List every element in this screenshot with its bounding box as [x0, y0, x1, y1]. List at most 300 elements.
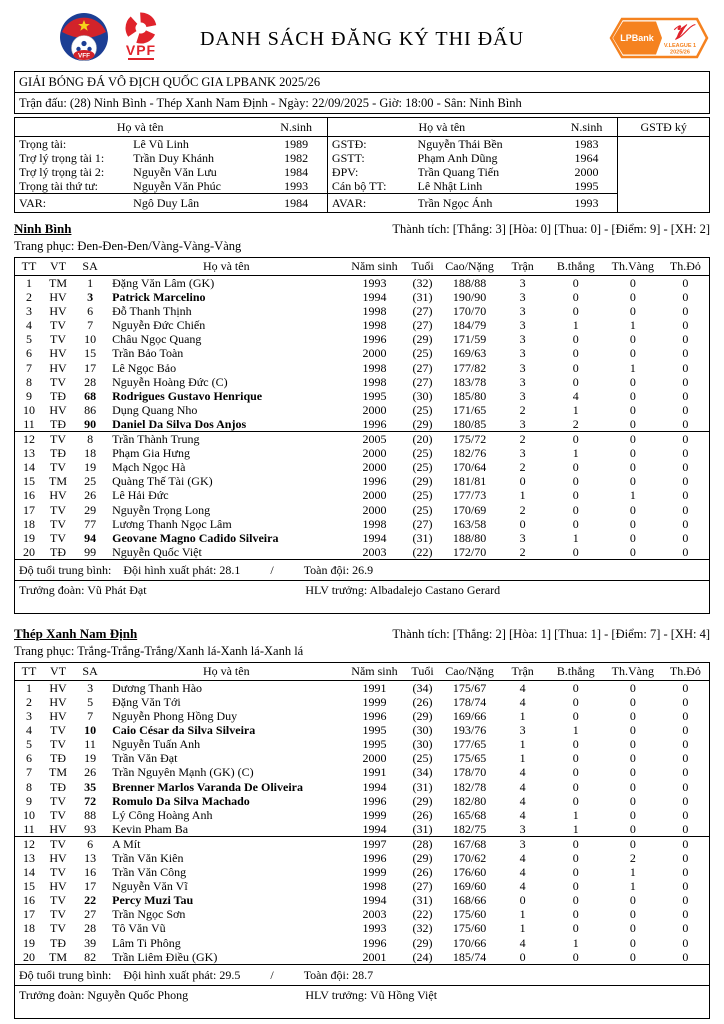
player-yellow-cards: 1 [629, 865, 636, 880]
player-height-weight: 175/72 [442, 432, 498, 447]
player-birth-year: 1993 [362, 276, 387, 290]
player-height-weight: 168/66 [452, 893, 487, 908]
official-name: Ngô Duy Lân [133, 194, 265, 213]
player-red-cards: 0 [682, 290, 689, 305]
player-age: (34) [412, 680, 433, 695]
player-goals: 0 [572, 709, 579, 724]
player-row [15, 893, 709, 907]
player-height-weight: 185/80 [452, 388, 487, 403]
player-red-cards: 0 [682, 935, 689, 950]
player-position: TV [50, 374, 67, 389]
player-matches: 4 [519, 865, 526, 880]
player-no: 6 [26, 751, 33, 766]
svg-text:LPBank: LPBank [620, 33, 654, 43]
player-birth-year: 1991 [362, 680, 387, 695]
player-position: HV [49, 821, 67, 836]
player-no: 2 [26, 694, 33, 709]
team-section-home [14, 220, 710, 614]
avg-age-separator: / [270, 967, 274, 982]
player-matches: 0 [519, 893, 526, 908]
player-yellow-cards: 0 [629, 460, 636, 475]
player-matches: 4 [519, 935, 526, 950]
player-goals: 0 [572, 544, 579, 559]
player-height-weight: 178/74 [452, 694, 487, 709]
player-goals: 0 [572, 374, 579, 389]
player-position: TĐ [50, 935, 67, 950]
player-red-cards: 0 [682, 346, 689, 361]
player-position: TĐ [50, 388, 67, 403]
player-height-weight: 190/90 [452, 290, 487, 305]
player-birth-year: 1996 [362, 332, 387, 347]
player-goals: 2 [572, 416, 579, 431]
player-name: Trần Thành Trung [107, 432, 345, 447]
player-birth-year: 1996 [362, 474, 387, 489]
player-yellow-cards: 0 [629, 680, 636, 695]
official-name: Nguyễn Văn Phúc [133, 179, 221, 193]
player-birth-year: 1993 [362, 921, 387, 936]
player-age: (31) [412, 530, 433, 545]
player-yellow-cards: 0 [629, 290, 636, 305]
player-yellow-cards: 1 [629, 488, 636, 503]
player-red-cards: 0 [682, 332, 689, 347]
avg-age-total: Toàn đội: 28.7 [303, 967, 374, 982]
player-yellow-cards: 0 [629, 949, 636, 964]
official-birth: 1995 [574, 179, 599, 193]
player-matches: 3 [519, 276, 526, 290]
player-row [15, 737, 709, 751]
player-goals: 0 [572, 680, 579, 695]
player-shirt-number: 3 [87, 290, 94, 305]
player-age: (27) [412, 318, 433, 333]
player-red-cards: 0 [682, 276, 689, 290]
player-shirt-number: 27 [84, 907, 97, 922]
player-red-cards: 0 [682, 694, 689, 709]
col-header-tt: TT [15, 663, 43, 681]
player-name: Lê Hải Đức [112, 488, 169, 503]
player-position: TV [50, 332, 67, 347]
player-position: HV [49, 346, 67, 361]
player-row [15, 460, 709, 474]
player-matches: 4 [519, 851, 526, 865]
col-header-red: Th.Đỏ [662, 258, 709, 276]
player-position: HV [49, 402, 67, 417]
player-age: (25) [412, 502, 433, 517]
player-shirt-number: 72 [84, 793, 97, 808]
player-height-weight: 188/88 [452, 276, 487, 290]
player-name: Nguyễn Hoàng Đức (C) [112, 374, 228, 389]
player-no: 4 [26, 723, 33, 738]
avg-age-total: Toàn đội: 26.9 [303, 562, 374, 577]
col-header-age: Tuổi [404, 258, 442, 276]
player-position: HV [49, 694, 67, 709]
player-height-weight: 177/82 [452, 360, 487, 375]
col-header-vt: VT [43, 258, 73, 276]
player-red-cards: 0 [682, 488, 689, 503]
player-red-cards: 0 [682, 416, 689, 431]
player-age: (30) [412, 723, 433, 738]
player-age: (25) [412, 488, 433, 503]
officials-header-name-left: Họ và tên [15, 118, 265, 137]
player-goals: 0 [572, 516, 579, 531]
player-yellow-cards: 0 [629, 474, 636, 489]
player-position: TV [50, 793, 67, 808]
player-row [15, 680, 709, 695]
player-age: (31) [412, 290, 433, 305]
player-age: (29) [412, 709, 433, 724]
player-position: TM [49, 949, 68, 964]
player-no: 4 [26, 318, 33, 333]
player-age: (31) [412, 779, 433, 794]
player-height-weight: 163/58 [452, 516, 487, 531]
player-name: Dụng Quang Nho [112, 402, 198, 417]
player-position: TĐ [50, 446, 67, 461]
player-shirt-number: 25 [84, 474, 97, 489]
player-row [15, 332, 709, 346]
player-matches: 3 [519, 723, 526, 738]
player-matches: 3 [519, 388, 526, 403]
player-matches: 3 [519, 332, 526, 347]
player-name: Trần Văn Kiên [112, 851, 184, 865]
col-header-sa: SA [73, 663, 107, 681]
player-row [15, 921, 709, 935]
player-height-weight: 181/81 [452, 474, 487, 489]
player-age: (29) [412, 935, 433, 950]
player-name: Lương Thanh Ngọc Lâm [112, 516, 232, 531]
player-name: A Mít [107, 836, 345, 851]
avg-age-starting: Đội hình xuất phát: 28.1 [123, 562, 241, 577]
player-matches: 3 [519, 446, 526, 461]
player-age: (29) [412, 332, 433, 347]
player-matches: 1 [519, 709, 526, 724]
player-no: 8 [26, 779, 33, 794]
player-shirt-number: 35 [84, 779, 97, 794]
player-age: (25) [412, 402, 433, 417]
player-yellow-cards: 0 [629, 276, 636, 290]
player-row [15, 531, 709, 545]
player-no: 17 [23, 907, 36, 922]
avg-age-label: Độ tuổi trung bình: [19, 562, 112, 577]
player-position: TM [49, 276, 68, 290]
player-shirt-number: 93 [84, 821, 97, 836]
player-goals: 0 [548, 836, 604, 851]
player-red-cards: 0 [682, 737, 689, 752]
player-age: (25) [412, 446, 433, 461]
player-age: (31) [412, 821, 433, 836]
player-shirt-number: 6 [87, 304, 94, 319]
player-age: (34) [412, 765, 433, 780]
player-position: HV [49, 709, 67, 724]
player-matches: 4 [519, 807, 526, 822]
player-matches: 4 [519, 793, 526, 808]
player-row [15, 474, 709, 488]
player-shirt-number: 13 [84, 851, 97, 865]
player-position: TV [50, 907, 67, 922]
player-yellow-cards: 0 [629, 709, 636, 724]
player-position: TV [50, 530, 67, 545]
team-name: Ninh Bình [14, 221, 72, 236]
official-role: Trợ lý trọng tài 2: [19, 165, 105, 179]
player-matches: 3 [519, 290, 526, 305]
team-name: Thép Xanh Nam Định [14, 625, 138, 641]
player-matches: 3 [519, 346, 526, 361]
match-details: Trận đấu: (28) Ninh Bình - Thép Xanh Nam Định - Ngày: 22/09/2025 - Giờ: 18:00 - Sân: Ninh Bình [19, 96, 522, 110]
player-name: Nguyễn Trọng Long [112, 502, 211, 517]
player-no: 14 [23, 460, 36, 475]
officials-header-birth-right: N.sinh [556, 118, 618, 137]
player-position: TV [50, 921, 67, 936]
player-height-weight: 165/68 [452, 807, 487, 822]
official-birth: 1984 [284, 165, 309, 179]
player-yellow-cards: 0 [629, 402, 636, 417]
player-age: (27) [412, 516, 433, 531]
player-name: Trần Ngọc Sơn [112, 907, 186, 922]
player-no: 7 [26, 765, 33, 780]
player-goals: 1 [572, 821, 579, 836]
player-age: (27) [412, 879, 433, 894]
official-row [15, 151, 709, 165]
team-manager: Trưởng đoàn: Nguyễn Quốc Phong [19, 987, 189, 1002]
player-goals: 0 [572, 949, 579, 964]
player-age: (32) [412, 276, 433, 290]
player-birth-year: 1991 [362, 765, 387, 780]
player-red-cards: 0 [662, 432, 709, 447]
player-name: Romulo Da Silva Machado [112, 793, 250, 808]
player-red-cards: 0 [682, 921, 689, 936]
player-goals: 0 [572, 893, 579, 908]
official-role: GSTT: [327, 151, 417, 165]
player-shirt-number: 6 [73, 836, 107, 851]
player-no: 5 [26, 737, 33, 752]
col-header-birth: Năm sinh [345, 663, 403, 681]
player-yellow-cards: 1 [629, 360, 636, 375]
player-red-cards: 0 [682, 865, 689, 880]
player-birth-year: 2000 [362, 446, 387, 461]
official-name: Trần Duy Khánh [133, 151, 215, 165]
officials-box [14, 117, 710, 213]
player-shirt-number: 28 [84, 374, 97, 389]
player-shirt-number: 7 [87, 318, 94, 333]
col-header-hw: Cao/Nặng [442, 258, 498, 276]
player-red-cards: 0 [682, 851, 689, 865]
player-height-weight: 183/78 [452, 374, 487, 389]
player-yellow-cards: 0 [629, 502, 636, 517]
player-row [15, 751, 709, 765]
player-goals: 0 [572, 779, 579, 794]
official-role: AVAR: [327, 194, 417, 213]
player-matches: 2 [519, 402, 526, 417]
player-no: 13 [23, 446, 36, 461]
player-birth-year: 2001 [362, 949, 387, 964]
player-goals: 0 [572, 865, 579, 880]
player-age: (29) [412, 474, 433, 489]
player-height-weight: 175/60 [452, 921, 487, 936]
team-kit: Trang phục: Trắng-Trắng-Trắng/Xanh lá-Xanh lá-Xanh lá [14, 643, 304, 658]
player-no: 19 [23, 530, 36, 545]
officials-header-birth-left: N.sinh [265, 118, 327, 137]
player-row [15, 695, 709, 709]
player-goals: 0 [572, 737, 579, 752]
official-birth: 1984 [265, 194, 327, 213]
player-name: Percy Muzi Tau [112, 893, 194, 908]
player-matches: 1 [519, 921, 526, 936]
player-age: (32) [412, 921, 433, 936]
player-goals: 0 [572, 346, 579, 361]
player-age: (27) [412, 374, 433, 389]
player-birth-year: 2000 [362, 460, 387, 475]
player-goals: 0 [572, 502, 579, 517]
player-no: 11 [23, 821, 35, 836]
player-birth-year: 2000 [362, 502, 387, 517]
official-role: Trọng tài thứ tư: [19, 179, 98, 193]
player-name: Trần Văn Công [112, 865, 187, 880]
official-birth: 2000 [574, 165, 599, 179]
player-shirt-number: 86 [84, 402, 97, 417]
player-red-cards: 0 [682, 807, 689, 822]
official-row [15, 165, 709, 179]
officials-header-row [15, 118, 709, 137]
page-title: DANH SÁCH ĐĂNG KÝ THI ĐẤU [199, 28, 525, 50]
player-name: Lý Công Hoàng Anh [112, 807, 213, 822]
player-matches: 3 [519, 821, 526, 836]
player-goals: 0 [548, 432, 604, 447]
player-birth-year: 2000 [362, 488, 387, 503]
player-row [15, 950, 709, 964]
player-birth-year: 1998 [362, 318, 387, 333]
player-row [15, 446, 709, 460]
player-matches: 2 [519, 502, 526, 517]
player-no: 10 [23, 807, 36, 822]
league-name: GIẢI BÓNG ĐÁ VÔ ĐỊCH QUỐC GIA LPBANK 2025/26 [15, 72, 709, 93]
player-shirt-number: 94 [84, 530, 97, 545]
player-yellow-cards: 0 [629, 807, 636, 822]
player-birth-year: 1994 [362, 821, 387, 836]
player-shirt-number: 22 [84, 893, 97, 908]
official-role: GSTĐ: [327, 137, 417, 152]
player-yellow-cards: 0 [629, 304, 636, 319]
player-position: HV [49, 680, 67, 695]
player-birth-year: 2000 [362, 346, 387, 361]
player-table-box [14, 662, 710, 1019]
player-goals: 1 [572, 935, 579, 950]
player-goals: 0 [572, 694, 579, 709]
player-goals: 1 [572, 402, 579, 417]
col-header-sa: SA [73, 258, 107, 276]
player-height-weight: 169/63 [452, 346, 487, 361]
player-position: HV [49, 851, 67, 865]
player-goals: 1 [572, 807, 579, 822]
player-birth-year: 1998 [362, 516, 387, 531]
player-red-cards: 0 [682, 907, 689, 922]
player-height-weight: 185/74 [452, 949, 487, 964]
player-birth-year: 1999 [362, 865, 387, 880]
player-height-weight: 180/85 [452, 416, 487, 431]
head-coach: HLV trưởng: Albadalejo Castano Gerard [305, 582, 501, 597]
player-position: TV [50, 865, 67, 880]
player-row [15, 503, 709, 517]
player-height-weight: 170/64 [452, 460, 487, 475]
player-matches: 4 [519, 765, 526, 780]
player-height-weight: 188/80 [452, 530, 487, 545]
col-header-goals: B.thắng [548, 663, 604, 681]
player-height-weight: 169/66 [452, 709, 487, 724]
official-role: ĐPV: [327, 165, 417, 179]
player-age: (28) [404, 836, 442, 851]
player-matches: 1 [519, 751, 526, 766]
player-position: TV [43, 836, 73, 851]
player-name: Patrick Marcelino [112, 290, 206, 305]
player-no: 15 [23, 474, 36, 489]
player-height-weight: 171/59 [452, 332, 487, 347]
player-height-weight: 193/76 [452, 723, 487, 738]
player-goals: 0 [572, 460, 579, 475]
player-matches: 0 [519, 516, 526, 531]
player-age: (29) [412, 851, 433, 865]
player-yellow-cards: 0 [629, 516, 636, 531]
player-red-cards: 0 [682, 544, 689, 559]
player-row [15, 346, 709, 360]
player-row [15, 794, 709, 808]
player-name: Geovane Magno Cadido Silveira [112, 530, 279, 545]
col-header-hw: Cao/Nặng [442, 663, 498, 681]
player-yellow-cards: 2 [629, 851, 636, 865]
svg-text:V.LEAGUE 1: V.LEAGUE 1 [663, 43, 697, 49]
player-yellow-cards: 0 [629, 388, 636, 403]
player-row [15, 723, 709, 737]
avg-age-row [15, 559, 709, 580]
player-position: HV [49, 304, 67, 319]
team-manager: Trưởng đoàn: Vũ Phát Đạt [19, 582, 147, 597]
player-yellow-cards: 0 [629, 346, 636, 361]
player-no: 18 [23, 921, 36, 936]
player-row [15, 907, 709, 921]
player-birth-year: 1998 [362, 360, 387, 375]
official-role: Trợ lý trọng tài 1: [19, 151, 105, 165]
col-header-vt: VT [43, 663, 73, 681]
player-row [15, 780, 709, 794]
player-age: (25) [412, 751, 433, 766]
player-row [15, 851, 709, 865]
player-birth-year: 2000 [362, 402, 387, 417]
player-table-box [14, 257, 710, 614]
vpf-logo-icon [115, 10, 167, 66]
staff-row [15, 580, 709, 613]
officials-header-sign: GSTĐ ký [618, 118, 709, 137]
vff-logo-icon [58, 10, 110, 66]
player-row [15, 765, 709, 779]
player-row [15, 403, 709, 417]
player-yellow-cards: 0 [629, 416, 636, 431]
player-red-cards: 0 [682, 821, 689, 836]
player-age: (29) [412, 793, 433, 808]
player-shirt-number: 68 [84, 388, 97, 403]
player-matches: 4 [519, 779, 526, 794]
player-no: 18 [23, 516, 36, 531]
player-yellow-cards: 0 [629, 737, 636, 752]
player-red-cards: 0 [682, 374, 689, 389]
player-name: Nguyễn Quốc Việt [112, 544, 202, 559]
player-row [15, 808, 709, 822]
player-name: Trần Liêm Điều (GK) [112, 949, 218, 964]
player-red-cards: 0 [682, 360, 689, 375]
player-yellow-cards: 1 [629, 318, 636, 333]
player-goals: 0 [572, 332, 579, 347]
player-position: TV [50, 460, 67, 475]
player-name: Nguyễn Văn Vĩ [112, 879, 188, 894]
player-matches: 2 [519, 460, 526, 475]
player-yellow-cards: 0 [629, 779, 636, 794]
player-birth-year: 1996 [362, 709, 387, 724]
player-red-cards: 0 [682, 318, 689, 333]
